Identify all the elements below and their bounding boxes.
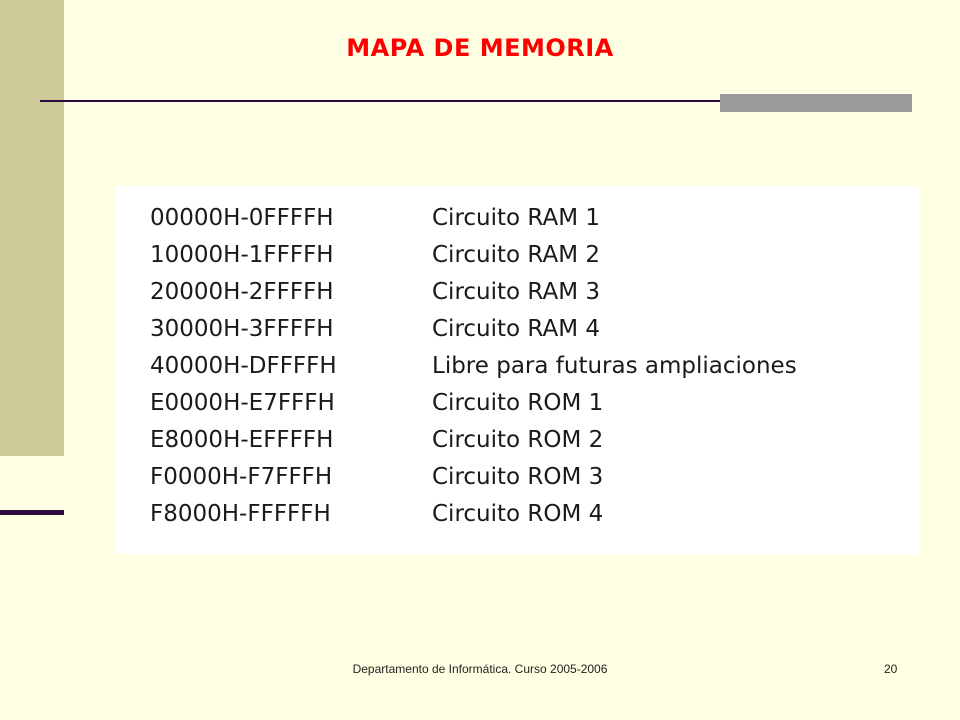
device-name: Libre para futuras ampliaciones <box>432 353 797 379</box>
memory-map-row <box>150 422 910 458</box>
memory-map-row <box>150 237 910 273</box>
device-name: Circuito RAM 2 <box>432 242 600 268</box>
page-number: 20 <box>884 662 898 676</box>
address-range: 40000H-DFFFFH <box>150 353 337 379</box>
slide-title: MAPA DE MEMORIA <box>346 34 614 62</box>
address-range: 00000H-0FFFFH <box>150 205 334 231</box>
address-range: 10000H-1FFFFH <box>150 242 334 268</box>
side-accent-line <box>0 510 64 515</box>
device-name: Circuito ROM 2 <box>432 427 604 453</box>
device-name: Circuito ROM 3 <box>432 464 604 490</box>
memory-map-row <box>150 459 910 495</box>
memory-map-row <box>150 311 910 347</box>
address-range: 20000H-2FFFFH <box>150 279 334 305</box>
memory-map-row <box>150 385 910 421</box>
memory-map-table <box>116 186 920 554</box>
device-name: Circuito RAM 4 <box>432 316 600 342</box>
divider-accent-block <box>720 94 912 112</box>
slide-footer: Departamento de Informática. Curso 2005-2006 <box>352 662 608 676</box>
memory-map-row <box>150 274 910 310</box>
memory-map-row <box>150 348 910 384</box>
device-name: Circuito RAM 1 <box>432 205 600 231</box>
address-range: F0000H-F7FFFH <box>150 464 333 490</box>
device-name: Circuito ROM 1 <box>432 390 604 416</box>
address-range: F8000H-FFFFFH <box>150 501 331 527</box>
address-range: E0000H-E7FFFH <box>150 390 335 416</box>
memory-map-row <box>150 200 910 236</box>
address-range: E8000H-EFFFFH <box>150 427 334 453</box>
address-range: 30000H-3FFFFH <box>150 316 334 342</box>
device-name: Circuito ROM 4 <box>432 501 604 527</box>
memory-map-row <box>150 496 910 532</box>
side-decoration-bar <box>0 0 64 456</box>
device-name: Circuito RAM 3 <box>432 279 600 305</box>
